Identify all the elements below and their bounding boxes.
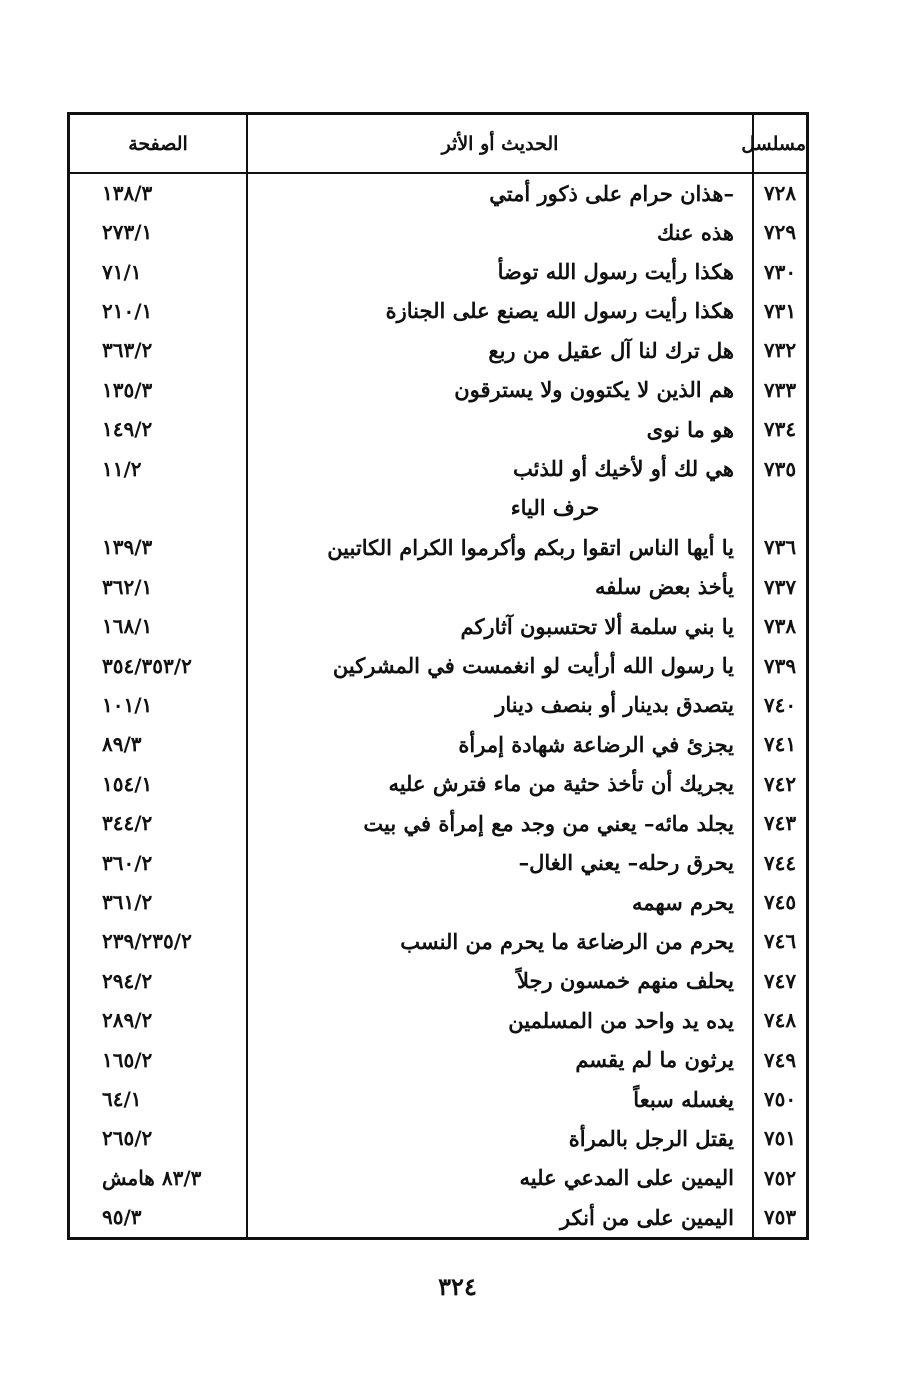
serial-number: [753, 488, 806, 527]
table-row: [70, 1079, 806, 1118]
serial-number: ٧٤٤: [753, 843, 806, 882]
table-row: [70, 1040, 806, 1079]
page-reference: ١٦٨/١: [102, 614, 153, 639]
page-reference: ٣٦٣/٢: [102, 338, 153, 363]
hadith-text: اليمين على المدعي عليه: [247, 1158, 753, 1197]
table-row: [70, 804, 806, 843]
serial-number: ٧٣٤: [753, 409, 806, 448]
header-hadith: الحديث أو الأثر: [247, 115, 753, 173]
table-row: [70, 725, 806, 764]
table-row: [70, 843, 806, 882]
hadith-text: هل ترك لنا آل عقيل من ربع: [247, 331, 753, 370]
page-reference: ٣٤٤/٢: [102, 811, 153, 836]
serial-number: ٧٣١: [753, 291, 806, 330]
page-reference: ١٣٨/٣: [102, 181, 153, 206]
serial-number: ٧٣٧: [753, 567, 806, 606]
hadith-text: يتصدق بدينار أو بنصف دينار: [247, 685, 753, 724]
serial-number: ٧٤٩: [753, 1040, 806, 1079]
table-row: [70, 1119, 806, 1158]
page-reference: ٣٦٢/١: [102, 574, 153, 599]
table-row: [70, 252, 806, 291]
hadith-text: يجريك أن تأخذ حثية من ماء فترش عليه: [247, 764, 753, 803]
page-reference: ٦٤/١: [102, 1087, 142, 1112]
serial-number: ٧٣٨: [753, 606, 806, 645]
serial-number: ٧٤٨: [753, 1001, 806, 1040]
header-page: الصفحة: [70, 115, 247, 173]
serial-number: ٧٤٧: [753, 961, 806, 1000]
serial-number: ٧٥٢: [753, 1158, 806, 1197]
serial-number: ٧٣٠: [753, 252, 806, 291]
table-row: [70, 961, 806, 1000]
serial-number: ٧٥١: [753, 1119, 806, 1158]
table-row: [70, 409, 806, 448]
hadith-text: يأخذ بعض سلفه: [247, 567, 753, 606]
hadith-text: يغسله سبعاً: [247, 1079, 753, 1118]
table-row: [70, 291, 806, 330]
hadith-text: يحرم سهمه: [247, 882, 753, 921]
page-reference: ٢٩٤/٢: [102, 968, 153, 993]
serial-number: ٧٣٢: [753, 331, 806, 370]
table-row: [70, 370, 806, 409]
page-reference: ٣٥٤/٣٥٣/٢: [102, 653, 192, 678]
hadith-text: يحرم من الرضاعة ما يحرم من النسب: [247, 922, 753, 961]
table-header-row: [70, 115, 806, 173]
table-body: [70, 173, 806, 1237]
hadith-text: هكذا رأيت رسول الله يصنع على الجنازة: [247, 291, 753, 330]
table-row: [70, 1001, 806, 1040]
table-row: [70, 882, 806, 921]
serial-number: ٧٣٦: [753, 528, 806, 567]
hadith-text: هي لك أو لأخيك أو للذئب: [247, 449, 753, 488]
serial-number: ٧٤٠: [753, 685, 806, 724]
table-row: [70, 685, 806, 724]
page-reference: ٣٦١/٢: [102, 890, 153, 915]
hadith-text: يجلد مائه– يعني من وجد مع إمرأة في بيت: [247, 804, 753, 843]
page-reference: ٧١/١: [102, 259, 142, 284]
page-reference: ٨٣/٣ هامش: [102, 1165, 202, 1190]
table-row: [70, 567, 806, 606]
table-row: [70, 764, 806, 803]
table-row: [70, 1198, 806, 1237]
serial-number: ٧٣٣: [753, 370, 806, 409]
serial-number: ٧٤٣: [753, 804, 806, 843]
page-reference: ١٣٩/٣: [102, 535, 153, 560]
hadith-text: –هذان حرام على ذكور أمتي: [247, 173, 753, 212]
page-reference: ٢١٠/١: [102, 298, 153, 323]
page-reference: ٣٦٠/٢: [102, 850, 153, 875]
page-reference: ٢٣٩/٢٣٥/٢: [102, 929, 192, 954]
hadith-text: يقتل الرجل بالمرأة: [247, 1119, 753, 1158]
hadith-text: هذه عنك: [247, 212, 753, 251]
hadith-text: يا رسول الله أرأيت لو انغمست في المشركين: [247, 646, 753, 685]
hadith-text: يا بني سلمة ألا تحتسبون آثاركم: [247, 606, 753, 645]
serial-number: ٧٤٢: [753, 764, 806, 803]
hadith-text: يجزئ في الرضاعة شهادة إمرأة: [247, 725, 753, 764]
index-table-frame: [67, 112, 809, 1240]
hadith-text: اليمين على من أنكر: [247, 1198, 753, 1237]
serial-number: ٧٤٥: [753, 882, 806, 921]
hadith-text: هو ما نوى: [247, 409, 753, 448]
hadith-text: هم الذين لا يكتوون ولا يسترقون: [247, 370, 753, 409]
page-reference: ٢٧٣/١: [102, 220, 153, 245]
table-row: [70, 922, 806, 961]
hadith-text: يحلف منهم خمسون رجلاً: [247, 961, 753, 1000]
page-reference: ١٤٩/٢: [102, 417, 153, 442]
hadith-text: يحرق رحله– يعني الغال–: [247, 843, 753, 882]
serial-number: ٧٥٠: [753, 1079, 806, 1118]
table-row: [70, 646, 806, 685]
serial-number: ٧٤٦: [753, 922, 806, 961]
section-heading: حرف الياء: [247, 488, 753, 527]
table-row: [70, 449, 806, 488]
hadith-text: يرثون ما لم يقسم: [247, 1040, 753, 1079]
hadith-text: هكذا رأيت رسول الله توضأ: [247, 252, 753, 291]
table-row: [70, 1158, 806, 1197]
serial-number: ٧٣٩: [753, 646, 806, 685]
page-number: ٣٢٤: [438, 1272, 477, 1301]
index-table: [70, 115, 806, 1237]
section-heading-row: [70, 488, 806, 527]
page-reference: ٢٦٥/٢: [102, 1126, 153, 1151]
page-reference: ١٥٤/١: [102, 771, 153, 796]
serial-number: ٧٢٨: [753, 173, 806, 212]
table-row: [70, 606, 806, 645]
serial-number: ٧٣٥: [753, 449, 806, 488]
hadith-text: يا أيها الناس اتقوا ربكم وأكرموا الكرام الكاتبين: [247, 528, 753, 567]
serial-number: ٧٢٩: [753, 212, 806, 251]
page-reference: ٩٥/٣: [102, 1205, 142, 1230]
page-reference: ١١/٢: [102, 456, 142, 481]
table-row: [70, 331, 806, 370]
hadith-text: يده يد واحد من المسلمين: [247, 1001, 753, 1040]
page-reference: ١٣٥/٣: [102, 377, 153, 402]
page-reference: [70, 488, 247, 527]
serial-number: ٧٤١: [753, 725, 806, 764]
page-reference: ١٠١/١: [102, 692, 153, 717]
page-reference: ٨٩/٣: [102, 732, 142, 757]
table-row: [70, 173, 806, 212]
header-serial: مسلسل: [753, 115, 806, 173]
table-row: [70, 528, 806, 567]
table-row: [70, 212, 806, 251]
page-reference: ١٦٥/٢: [102, 1047, 153, 1072]
serial-number: ٧٥٣: [753, 1198, 806, 1237]
page-reference: ٢٨٩/٢: [102, 1008, 153, 1033]
